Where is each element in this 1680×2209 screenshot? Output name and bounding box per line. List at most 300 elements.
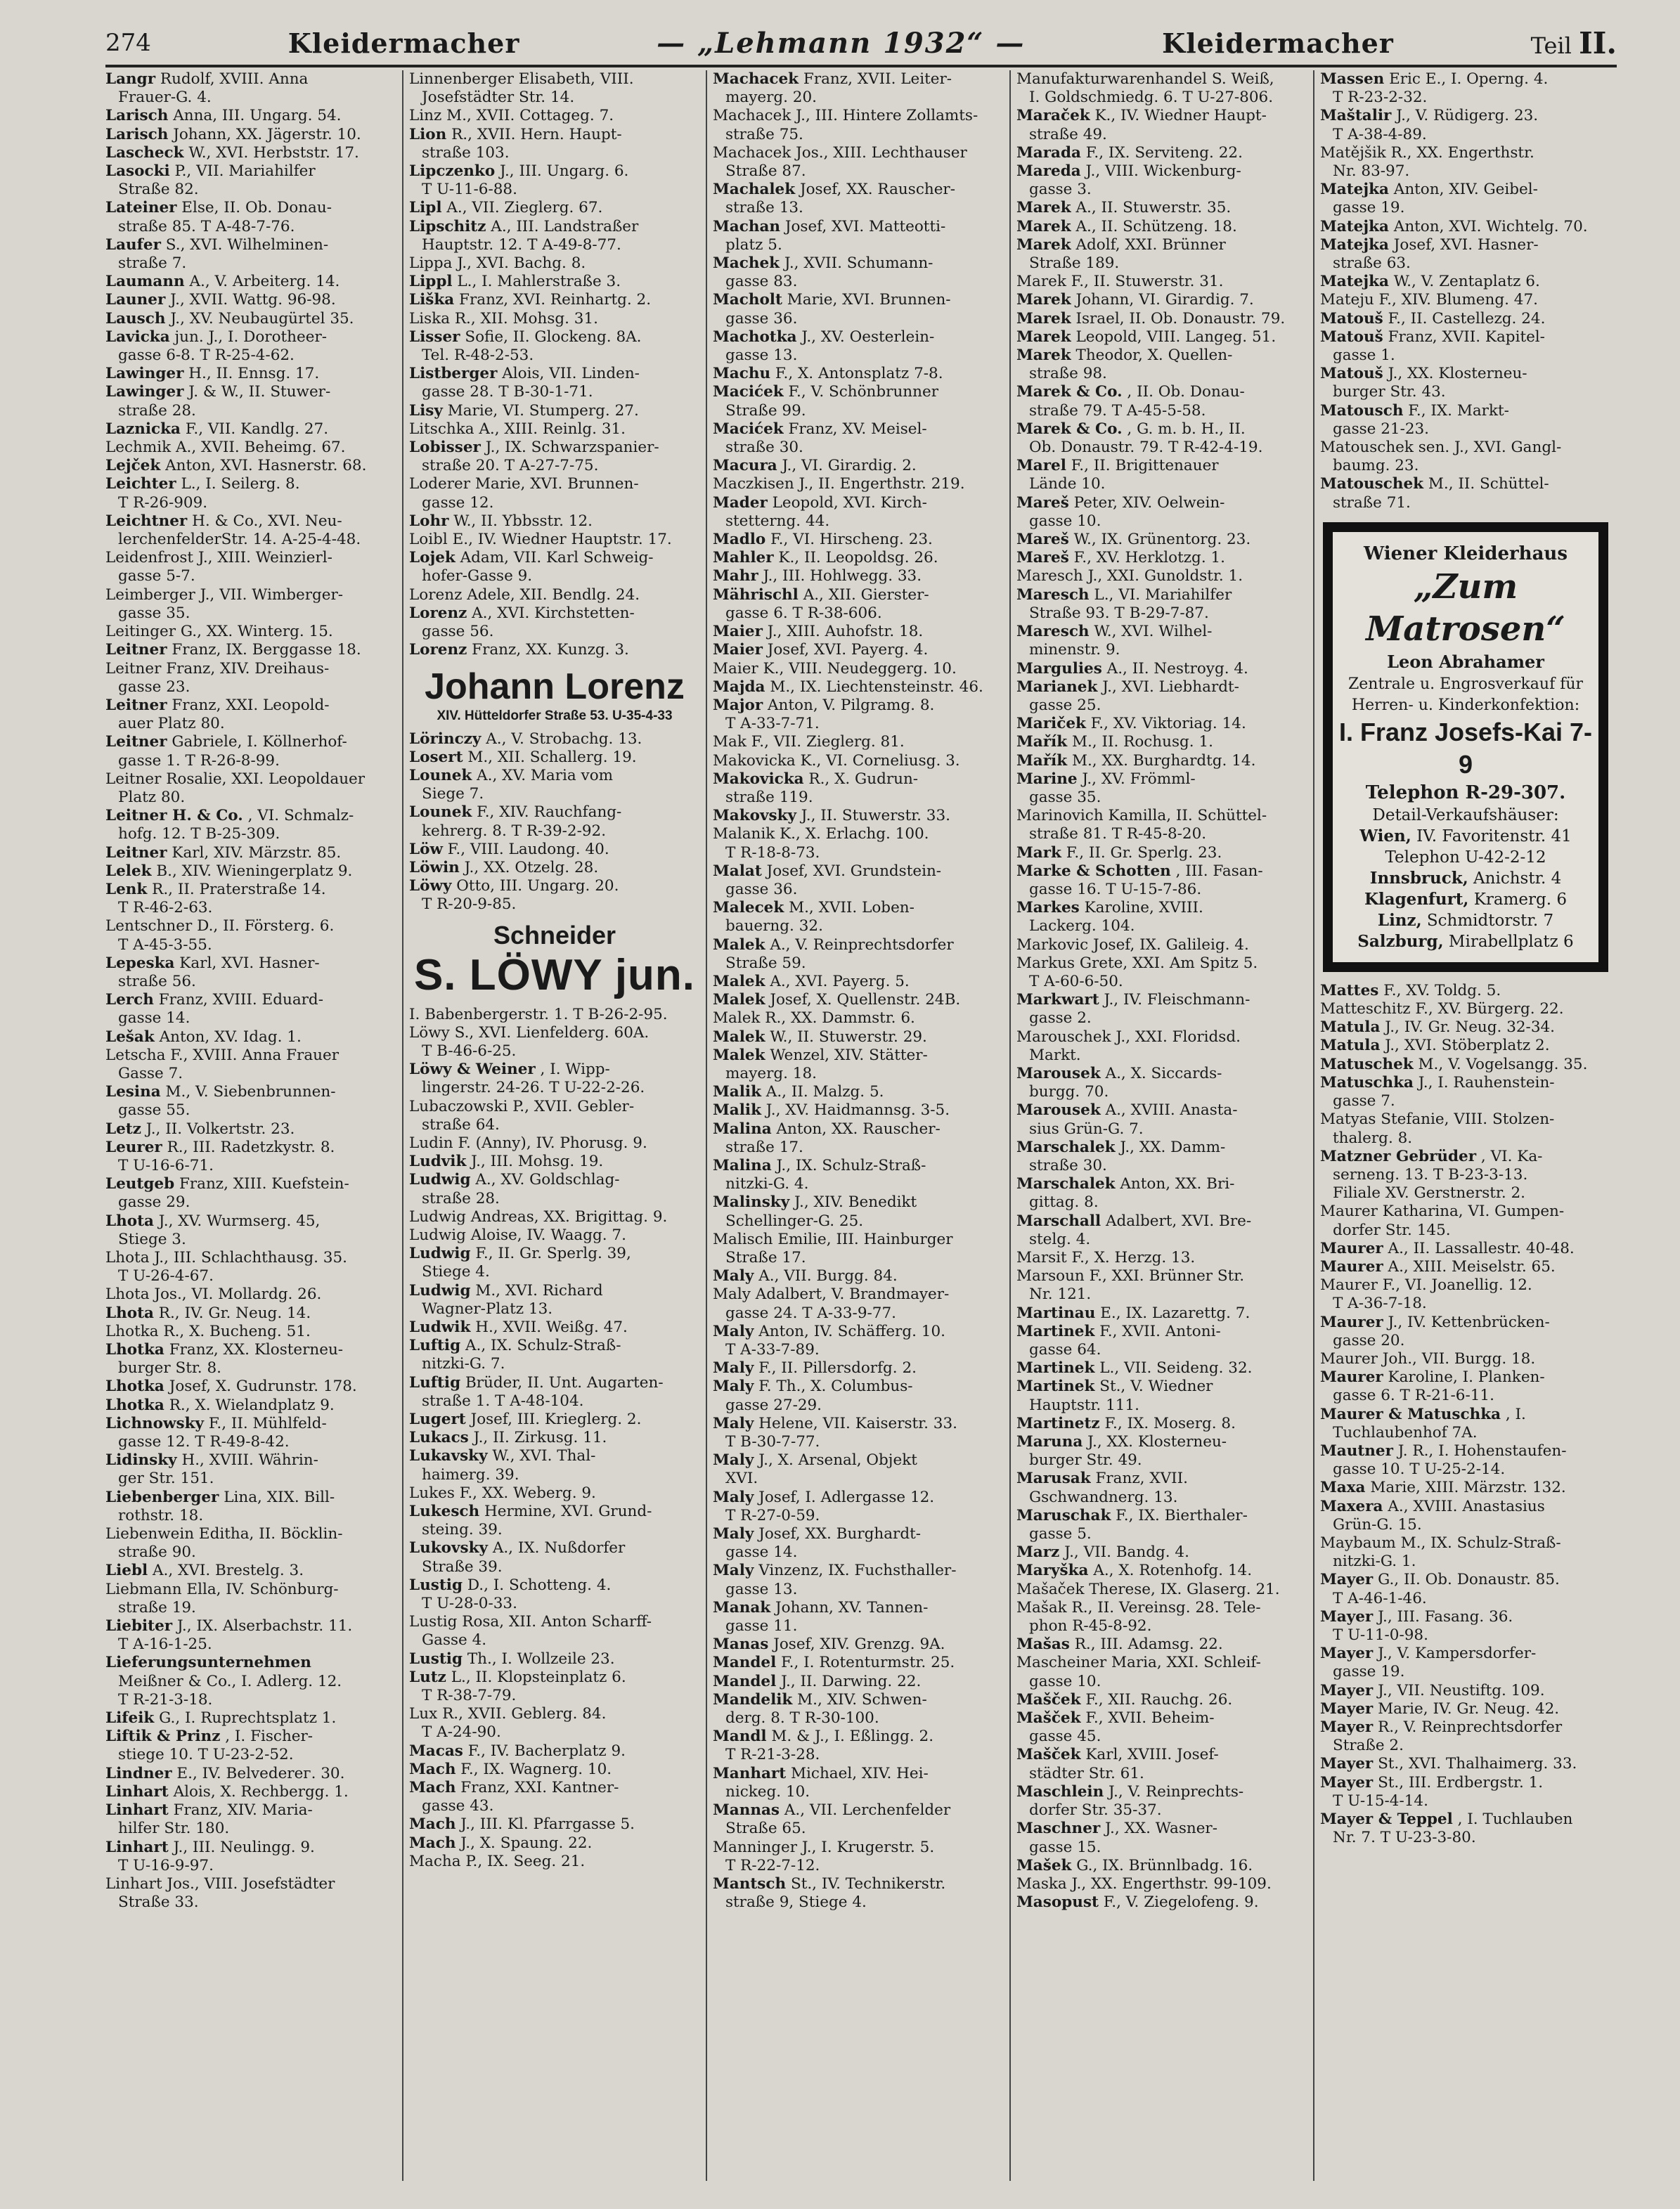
entry-name: Lohr: [409, 512, 449, 530]
list-item: Mannas A., VII. Lerchenfelder: [713, 1801, 951, 1820]
list-item: Löwin J., XX. Otzelg. 28.: [409, 858, 599, 876]
entry-name: Leutgeb: [105, 1175, 175, 1193]
list-item: Lux R., XVII. Geblerg. 84.: [409, 1705, 607, 1723]
list-item: Lhotka R., X. Bucheng. 51.: [105, 1322, 311, 1340]
list-item: Matejka W., V. Zentaplatz 6.: [1320, 273, 1540, 291]
entry-name: Marek: [1016, 199, 1071, 217]
list-item: Lörinczy A., V. Strobachg. 13.: [409, 730, 642, 748]
list-item: gasse 43.: [422, 1797, 494, 1815]
list-item: nickeg. 10.: [725, 1782, 810, 1801]
entry-name: Marschalek: [1016, 1175, 1116, 1193]
list-item: Machu F., X. Antonsplatz 7-8.: [713, 365, 943, 383]
entry-name: Mašas: [1016, 1635, 1070, 1654]
list-item: Lascheck W., XVI. Herbststr. 17.: [105, 143, 359, 162]
list-item: burger Str. 8.: [118, 1359, 221, 1378]
entry-name: Lerch: [105, 991, 154, 1009]
list-item: Loibl E., IV. Wiedner Hauptstr. 17.: [409, 531, 672, 549]
entry-name: Mahler: [713, 549, 774, 567]
list-item: Lifeik G., I. Ruprechtsplatz 1.: [105, 1709, 337, 1728]
entry-name: Maryška: [1016, 1562, 1089, 1580]
ad-johann-lorenz: [409, 666, 700, 725]
right-running-title: Kleidermacher: [1162, 27, 1394, 59]
list-item: gasse 25.: [1029, 696, 1101, 714]
list-item: [105, 1654, 396, 1672]
entry-name: Lukovsky: [409, 1539, 488, 1557]
list-item: Lounek F., XIV. Rauchfang-: [409, 803, 622, 822]
list-item: Maraček K., IV. Wiedner Haupt-: [1016, 107, 1267, 125]
entry-name: Lorenz: [409, 604, 467, 622]
entry-name: Lawinger: [105, 383, 184, 401]
list-item: Lände 10.: [1029, 475, 1106, 493]
list-item: Letscha F., XVIII. Anna Frauer: [105, 1046, 340, 1064]
list-item: Straße 33.: [118, 1893, 199, 1912]
list-item: Lechmik A., XVII. Beheimg. 67.: [105, 439, 346, 457]
list-item: Malecek M., XVII. Loben-: [713, 899, 915, 917]
entry-name: Mayer: [1320, 1645, 1374, 1663]
ad-box-desc-1: Zentrale u. Engrosverkauf für: [1348, 675, 1584, 693]
list-item: Matouschek sen. J., XVI. Gangl-: [1320, 439, 1562, 457]
entry-name: Markwart: [1016, 991, 1099, 1009]
list-item: Maurer A., II. Lassallestr. 40-48.: [1320, 1239, 1575, 1257]
entry-name: Maresch: [1016, 623, 1090, 641]
list-item: Mährischl A., XII. Gierster-: [713, 585, 929, 604]
list-item: nitzki-G. 1.: [1333, 1553, 1416, 1571]
entry-name: Malek: [713, 972, 765, 990]
entry-name: Laumann: [105, 273, 185, 291]
list-item: Letz J., II. Volkertstr. 23.: [105, 1120, 295, 1138]
entry-name: Matejka: [1320, 235, 1389, 254]
entry-name: Linhart: [105, 1838, 169, 1856]
entry-name: Manhart: [713, 1764, 787, 1782]
list-item: Straße 39.: [422, 1557, 503, 1576]
list-item: Manak Johann, XV. Tannen-: [713, 1598, 929, 1617]
list-item: Liftik & Prinz , I. Fischer-: [105, 1728, 314, 1746]
entry-name: Mařík: [1016, 733, 1068, 751]
list-item: Lubaczowski P., XVII. Gebler-: [409, 1097, 635, 1115]
entry-name: Ludwig: [409, 1171, 471, 1189]
list-item: Marek Israel, II. Ob. Donaustr. 79.: [1016, 309, 1286, 328]
list-item: Malek A., XVI. Payerg. 5.: [713, 972, 910, 990]
entry-name: Maly: [713, 1359, 754, 1378]
list-item: Maly Adalbert, V. Brandmayer-: [713, 1285, 950, 1304]
list-item: Macha P., IX. Seeg. 21.: [409, 1852, 586, 1870]
column-5: [1313, 70, 1617, 2181]
entry-name: Mannas: [713, 1801, 780, 1820]
entry-name: Lidinsky: [105, 1451, 177, 1470]
list-item: Mahler K., II. Leopoldsg. 26.: [713, 549, 938, 567]
list-item: straße 30.: [725, 439, 803, 457]
entry-name: Mandelik: [713, 1690, 793, 1709]
list-item: Luftig Brüder, II. Unt. Augarten-: [409, 1373, 664, 1392]
entry-name: Maly: [713, 1378, 754, 1396]
list-item: straße 85. T A-48-7-76.: [118, 217, 295, 235]
entry-name: Marousek: [1016, 1101, 1101, 1120]
list-item: Mandelik M., XIV. Schwen-: [713, 1690, 927, 1709]
list-item: Straße 82.: [118, 181, 199, 199]
list-item: Lasocki P., VII. Mariahilfer: [105, 162, 316, 181]
entry-name: Liftik & Prinz: [105, 1728, 221, 1746]
list-item: Lukavsky W., XVI. Thal-: [409, 1447, 596, 1465]
list-item: Matuschek M., V. Vogelsangg. 35.: [1320, 1055, 1588, 1073]
entry-name: Malik: [713, 1083, 761, 1101]
list-item: gasse 13.: [725, 1580, 798, 1598]
entry-name: Lukacs: [409, 1429, 469, 1447]
ad-box-branch: Telephon U-42-2-12: [1385, 848, 1546, 867]
entry-name: Marke & Schotten: [1016, 862, 1171, 880]
list-item: Maresch W., XVI. Wilhel-: [1016, 623, 1213, 641]
list-item: Nr. 83-97.: [1333, 162, 1410, 181]
branch-city: Salzburg,: [1357, 931, 1444, 951]
entry-name: Mareš: [1016, 493, 1069, 512]
entry-name: Mach: [409, 1815, 456, 1834]
list-item: Langr Rudolf, XVIII. Anna: [105, 70, 309, 88]
entry-name: Marusak: [1016, 1470, 1091, 1488]
list-item: Maska J., XX. Engerthstr. 99-109.: [1016, 1874, 1272, 1893]
list-item: Marek Johann, VI. Girardig. 7.: [1016, 291, 1254, 309]
list-item: Leitner Karl, XIV. Märzstr. 85.: [105, 843, 342, 862]
list-item: Marek & Co. , G. m. b. H., II.: [1016, 420, 1246, 438]
list-item: Machalek Josef, XX. Rauscher-: [713, 181, 955, 199]
list-item: gasse 10.: [1029, 1672, 1101, 1690]
column-5-entries-bottom: [1320, 982, 1611, 1848]
list-item: hofer-Gasse 9.: [422, 567, 533, 585]
entry-name: Maurer: [1320, 1313, 1383, 1331]
list-item: Marel F., II. Brigittenauer: [1016, 457, 1219, 475]
list-item: Linz M., XVII. Cottageg. 7.: [409, 107, 614, 125]
list-item: gasse 36.: [725, 880, 798, 898]
entry-name: Lisy: [409, 401, 443, 420]
list-item: Linnenberger Elisabeth, VIII.: [409, 70, 634, 88]
list-item: lerchenfelderStr. 14. A-25-4-48.: [118, 531, 361, 549]
list-item: Mašak R., II. Vereinsg. 28. Tele-: [1016, 1598, 1261, 1617]
list-item: Maurer A., XIII. Meiselstr. 65.: [1320, 1257, 1556, 1276]
list-item: Maxa Marie, XIII. Märzstr. 132.: [1320, 1479, 1566, 1497]
entry-name: Leitner: [105, 641, 167, 659]
list-item: straße 9, Stiege 4.: [725, 1893, 867, 1912]
list-item: Liebenberger Lina, XIX. Bill-: [105, 1488, 335, 1506]
list-item: Lidinsky H., XVIII. Währin-: [105, 1451, 318, 1470]
entry-name: Matzner Gebrüder: [1320, 1147, 1477, 1165]
column-3: [706, 70, 1009, 2181]
list-item: straße 17.: [725, 1138, 803, 1156]
entry-name: Macholt: [713, 291, 782, 309]
list-item: Malek Wenzel, XIV. Stätter-: [713, 1046, 928, 1064]
list-item: Mach J., X. Spaung. 22.: [409, 1834, 593, 1852]
ad-box-title: „Zum Matrosen“: [1366, 566, 1565, 649]
entry-name: Mayer: [1320, 1571, 1374, 1589]
entry-name: Lausch: [105, 309, 166, 328]
list-item: Straße 189.: [1029, 254, 1120, 273]
entry-name: Mayer: [1320, 1699, 1374, 1718]
list-item: gittag. 8.: [1029, 1193, 1099, 1212]
entry-name: Mariček: [1016, 715, 1086, 733]
list-item: Lipschitz A., III. Landstraßer: [409, 217, 639, 235]
list-item: Litschka A., XIII. Reinlg. 31.: [409, 420, 626, 438]
entry-name: Löwin: [409, 858, 460, 876]
list-item: Mayer & Teppel , I. Tuchlauben: [1320, 1810, 1573, 1829]
list-item: Makovsky J., II. Stuwerstr. 33.: [713, 807, 950, 825]
list-item: platz 5.: [725, 235, 782, 254]
list-item: Mandel F., I. Rotenturmstr. 25.: [713, 1654, 955, 1672]
list-item: gasse 15.: [1029, 1838, 1101, 1856]
list-item: sius Grün-G. 7.: [1029, 1120, 1144, 1138]
list-item: Löwy & Weiner , I. Wipp-: [409, 1061, 610, 1079]
list-item: Lentschner D., II. Försterg. 6.: [105, 917, 335, 935]
list-item: I. Babenbergerstr. 1. T B-26-2-95.: [409, 1005, 668, 1023]
list-item: Maurer Joh., VII. Burgg. 18.: [1320, 1349, 1536, 1368]
list-item: Mašek G., IX. Brünnlbadg. 16.: [1016, 1856, 1253, 1874]
list-item: bauerng. 32.: [725, 917, 823, 935]
list-item: Lugert Josef, III. Krieglerg. 2.: [409, 1411, 642, 1428]
entry-name: Langr: [105, 70, 156, 88]
part-number: II.: [1579, 25, 1617, 60]
list-item: T U-26-4-67.: [118, 1267, 214, 1285]
ad-box-desc-2: Herren- u. Kinderkonfektion:: [1351, 696, 1580, 714]
list-item: Mašček Karl, XVIII. Josef-: [1016, 1746, 1219, 1764]
list-item: städter Str. 61.: [1029, 1764, 1144, 1782]
list-item: gasse 6. T R-38-606.: [725, 604, 882, 622]
entry-name: Machu: [713, 365, 771, 383]
list-item: gasse 16. T U-15-7-86.: [1029, 880, 1202, 898]
list-item: Malek W., II. Stuwerstr. 29.: [713, 1028, 927, 1046]
entry-name: Lisser: [409, 328, 460, 346]
entry-name: Markes: [1016, 899, 1080, 917]
list-item: Mattes F., XV. Toldg. 5.: [1320, 981, 1501, 999]
list-item: Maier J., XIII. Auhofstr. 18.: [713, 623, 924, 641]
entry-name: Lukesch: [409, 1503, 480, 1521]
list-item: Mayer St., XVI. Thalhaimerg. 33.: [1320, 1755, 1577, 1773]
list-item: straße 19.: [118, 1598, 196, 1617]
entry-name: Marek: [1016, 291, 1071, 309]
entry-name: Lhota: [105, 1212, 154, 1230]
list-item: Madlo F., VI. Hirscheng. 23.: [713, 531, 933, 549]
entry-name: Mattes: [1320, 981, 1379, 999]
list-item: Manhart Michael, XIV. Hei-: [713, 1764, 929, 1782]
list-item: Marousek A., XVIII. Anasta-: [1016, 1101, 1238, 1120]
entry-name: Maurer: [1320, 1239, 1383, 1257]
ad-lowy-name: S. LÖWY jun.: [413, 950, 696, 999]
entry-name: Mayer: [1320, 1773, 1374, 1792]
list-item: gasse 13.: [725, 346, 798, 365]
list-item: Matejka Anton, XVI. Wichtelg. 70.: [1320, 217, 1588, 235]
list-item: Martinek F., XVII. Antoni-: [1016, 1322, 1221, 1340]
list-item: T A-46-1-46.: [1333, 1589, 1427, 1607]
list-item: Maresch J., XXI. Gunoldstr. 1.: [1016, 567, 1243, 585]
list-item: steing. 39.: [422, 1521, 503, 1539]
entry-name: Matouš: [1320, 309, 1383, 328]
entry-name: Lhotka: [105, 1378, 164, 1396]
list-item: Lorenz Franz, XX. Kunzg. 3.: [409, 641, 629, 659]
list-item: Malek Josef, X. Quellenstr. 24B.: [713, 991, 961, 1009]
list-item: Maly J., X. Arsenal, Objekt: [713, 1451, 917, 1470]
entry-name: Mareš: [1016, 531, 1069, 549]
list-item: gasse 27-29.: [725, 1396, 822, 1414]
list-item: Maier K., VIII. Neudeggerg. 10.: [713, 659, 957, 678]
entry-name: Maruschak: [1016, 1506, 1111, 1524]
list-item: Liebl A., XVI. Brestelg. 3.: [105, 1562, 304, 1580]
list-item: Marek Theodor, X. Quellen-: [1016, 346, 1233, 365]
list-item: Markovic Josef, IX. Galileig. 4.: [1016, 935, 1249, 954]
page-number: 274: [105, 29, 151, 57]
entry-name: Mašek: [1016, 1856, 1072, 1874]
entry-name: Liebiter: [105, 1617, 173, 1635]
list-item: Markus Grete, XXI. Am Spitz 5.: [1016, 954, 1258, 972]
list-item: hilfer Str. 180.: [118, 1820, 230, 1838]
list-item: Maurer Karoline, I. Planken-: [1320, 1368, 1545, 1387]
list-item: Lausch J., XV. Neubaugürtel 35.: [105, 309, 354, 328]
list-item: straße 30.: [1029, 1156, 1107, 1174]
list-item: Launer J., XVII. Wattg. 96-98.: [105, 291, 336, 309]
list-item: Lipl A., VII. Zieglerg. 67.: [409, 199, 603, 217]
list-item: Lerch Franz, XVIII. Eduard-: [105, 991, 323, 1009]
list-item: straße 75.: [725, 125, 803, 143]
list-item: Löw F., VIII. Laudong. 40.: [409, 840, 609, 858]
entry-name: Marek: [1016, 217, 1071, 235]
list-item: Mayer J., III. Fasang. 36.: [1320, 1607, 1513, 1626]
list-item: Lawinger J. & W., II. Stuwer-: [105, 383, 331, 401]
entry-name: Laufer: [105, 235, 161, 254]
list-item: Mayer J., VII. Neustiftg. 109.: [1320, 1681, 1545, 1699]
columns: [105, 70, 1617, 2181]
entry-name: Lipschitz: [409, 217, 486, 235]
list-item: Lojek Adam, VII. Karl Schweig-: [409, 549, 654, 567]
list-item: gasse 55.: [118, 1101, 190, 1120]
entry-name: Maier: [713, 641, 763, 659]
entry-name: Machalek: [713, 181, 796, 199]
list-item: Mašček F., XVII. Beheim-: [1016, 1709, 1215, 1728]
list-item: Lepeska Karl, XVI. Hasner-: [105, 954, 320, 972]
list-item: Leitner Franz, XXI. Leopold-: [105, 696, 330, 714]
list-item: Lutz L., II. Klopsteinplatz 6.: [409, 1668, 626, 1686]
list-item: Lustig Rosa, XII. Anton Scharff-: [409, 1613, 652, 1631]
list-item: T B-30-7-77.: [725, 1433, 820, 1451]
list-item: Lippa J., XVI. Bachg. 8.: [409, 254, 586, 273]
entry-name: Mährischl: [713, 585, 799, 604]
entry-name: Marek: [1016, 235, 1071, 254]
ad-box-branches-label: Detail-Verkaufshäuser:: [1372, 805, 1559, 824]
list-item: Marusak Franz, XVII.: [1016, 1470, 1188, 1488]
list-item: Mayer R., V. Reinprechtsdorfer: [1320, 1718, 1563, 1736]
list-item: T R-38-7-79.: [422, 1687, 517, 1705]
list-item: Macholt Marie, XVI. Brunnen-: [713, 291, 951, 309]
entry-name: Maurer & Matuschka: [1320, 1405, 1501, 1423]
list-item: nitzki-G. 4.: [725, 1175, 809, 1193]
entry-name: Marek & Co.: [1016, 420, 1123, 438]
list-item: Losert M., XII. Schallerg. 19.: [409, 748, 637, 766]
list-item: Ludwig F., II. Gr. Sperlg. 39,: [409, 1245, 631, 1263]
list-item: Leitinger G., XX. Winterg. 15.: [105, 623, 333, 641]
part-indicator: [1531, 26, 1617, 60]
entry-name: Madlo: [713, 531, 766, 549]
list-item: Malanik K., X. Erlachg. 100.: [713, 825, 929, 843]
list-item: Leitner Franz, XIV. Dreihaus-: [105, 659, 330, 678]
list-item: Lavicka jun. J., I. Dorotheer-: [105, 328, 327, 346]
list-item: sernеng. 13. T B-23-3-13.: [1333, 1165, 1528, 1184]
entry-name: Marek: [1016, 309, 1071, 328]
entry-name: Maier: [713, 623, 763, 641]
list-item: Maresch L., VI. Mariahilfer: [1016, 585, 1232, 604]
entry-name: Lasocki: [105, 162, 170, 181]
ad-box-branch: Linz, Schmidtorstr. 7: [1377, 910, 1554, 930]
entry-name: Lojek: [409, 549, 455, 567]
list-item: Leichter L., I. Seilerg. 8.: [105, 475, 300, 493]
list-item: Maier Josef, XVI. Payerg. 4.: [713, 641, 929, 659]
entry-name: Malinsky: [713, 1193, 790, 1212]
ad-zum-matrosen: [1323, 522, 1608, 972]
ad-lowy-trade: Schneider: [493, 920, 616, 950]
list-item: Nr. 7. T U-23-3-80.: [1333, 1829, 1476, 1847]
list-item: gasse 64.: [1029, 1341, 1101, 1359]
list-item: Lateiner Else, II. Ob. Donau-: [105, 199, 332, 217]
list-item: Maly A., VII. Burgg. 84.: [713, 1267, 898, 1285]
entry-name: Lustig: [409, 1650, 463, 1668]
list-item: Mašas R., III. Adamsg. 22.: [1016, 1635, 1223, 1654]
entry-name: Lippl: [409, 273, 453, 291]
list-item: stiege 10. T U-23-2-52.: [118, 1746, 294, 1764]
list-item: Massen Eric E., I. Operng. 4.: [1320, 70, 1549, 88]
entry-name: Lichnowsky: [105, 1414, 204, 1432]
list-item: T R-21-3-28.: [725, 1746, 820, 1764]
list-item: straße 90.: [118, 1543, 196, 1562]
list-item: nitzki-G. 7.: [422, 1355, 505, 1373]
list-item: dorfer Str. 35-37.: [1029, 1801, 1162, 1820]
list-item: Marinovich Kamilla, II. Schüttel-: [1016, 807, 1267, 825]
entry-name: Machek: [713, 254, 780, 273]
list-item: Marek Leopold, VIII. Langeg. 51.: [1016, 328, 1277, 346]
list-item: Markwart J., IV. Fleischmann-: [1016, 991, 1251, 1009]
column-1: [105, 70, 402, 2181]
entry-name: Ludvik: [409, 1153, 467, 1171]
list-item: Machacek Jos., XIII. Lechthauser: [713, 143, 967, 162]
entry-name: Lesina: [105, 1083, 161, 1101]
list-item: T U-16-6-71.: [118, 1156, 214, 1174]
list-item: gasse 1. T R-26-8-99.: [118, 751, 280, 770]
list-item: Martinek St., V. Wiedner: [1016, 1378, 1213, 1396]
entry-name: Larisch: [105, 107, 169, 125]
list-item: Meißner & Co., I. Adlerg. 12.: [118, 1672, 342, 1690]
list-item: Marschalek Anton, XX. Bri-: [1016, 1175, 1235, 1193]
list-item: straße 1. T A-48-104.: [422, 1392, 584, 1410]
entry-name: Lhota: [105, 1304, 154, 1322]
list-item: Matouš J., XX. Klosterneu-: [1320, 365, 1527, 383]
list-item: Mayer Marie, IV. Gr. Neug. 42.: [1320, 1699, 1560, 1718]
entry-name: Liebl: [105, 1562, 148, 1580]
list-item: T U-11-0-98.: [1333, 1626, 1428, 1644]
entry-name: Masopust: [1016, 1893, 1099, 1912]
list-item: Malek A., V. Reinprechtsdorfer: [713, 935, 954, 954]
list-item: Mariček F., XV. Viktoriag. 14.: [1016, 715, 1246, 733]
list-item: gasse 35.: [118, 604, 190, 622]
list-item: Margulies A., II. Nestroyg. 4.: [1016, 659, 1248, 678]
ad-lowy: [409, 920, 700, 1000]
list-item: Mantsch St., IV. Technikerstr.: [713, 1874, 946, 1893]
list-item: Matzner Gebrüder , VI. Ka-: [1320, 1147, 1543, 1165]
entry-name: Maschlein: [1016, 1782, 1104, 1801]
branch-city: Klagenfurt,: [1364, 889, 1469, 909]
column-2-entries-top: [409, 70, 700, 660]
ad-box-branch: Klagenfurt, Kramerg. 6: [1364, 889, 1568, 909]
list-item: Mařík M., XX. Burghardtg. 14.: [1016, 751, 1256, 770]
left-running-title: Kleidermacher: [287, 27, 520, 59]
list-item: Mautner J. R., I. Hohenstaufen-: [1320, 1442, 1567, 1460]
entry-name: Macas: [409, 1742, 463, 1760]
entry-name: Machan: [713, 217, 781, 235]
entry-name: Marschalek: [1016, 1138, 1116, 1156]
entry-name: Luftig: [409, 1337, 461, 1355]
entry-name: Linhart: [105, 1782, 169, 1801]
list-item: Stiege 3.: [118, 1230, 186, 1248]
list-item: straße 28.: [422, 1189, 500, 1207]
